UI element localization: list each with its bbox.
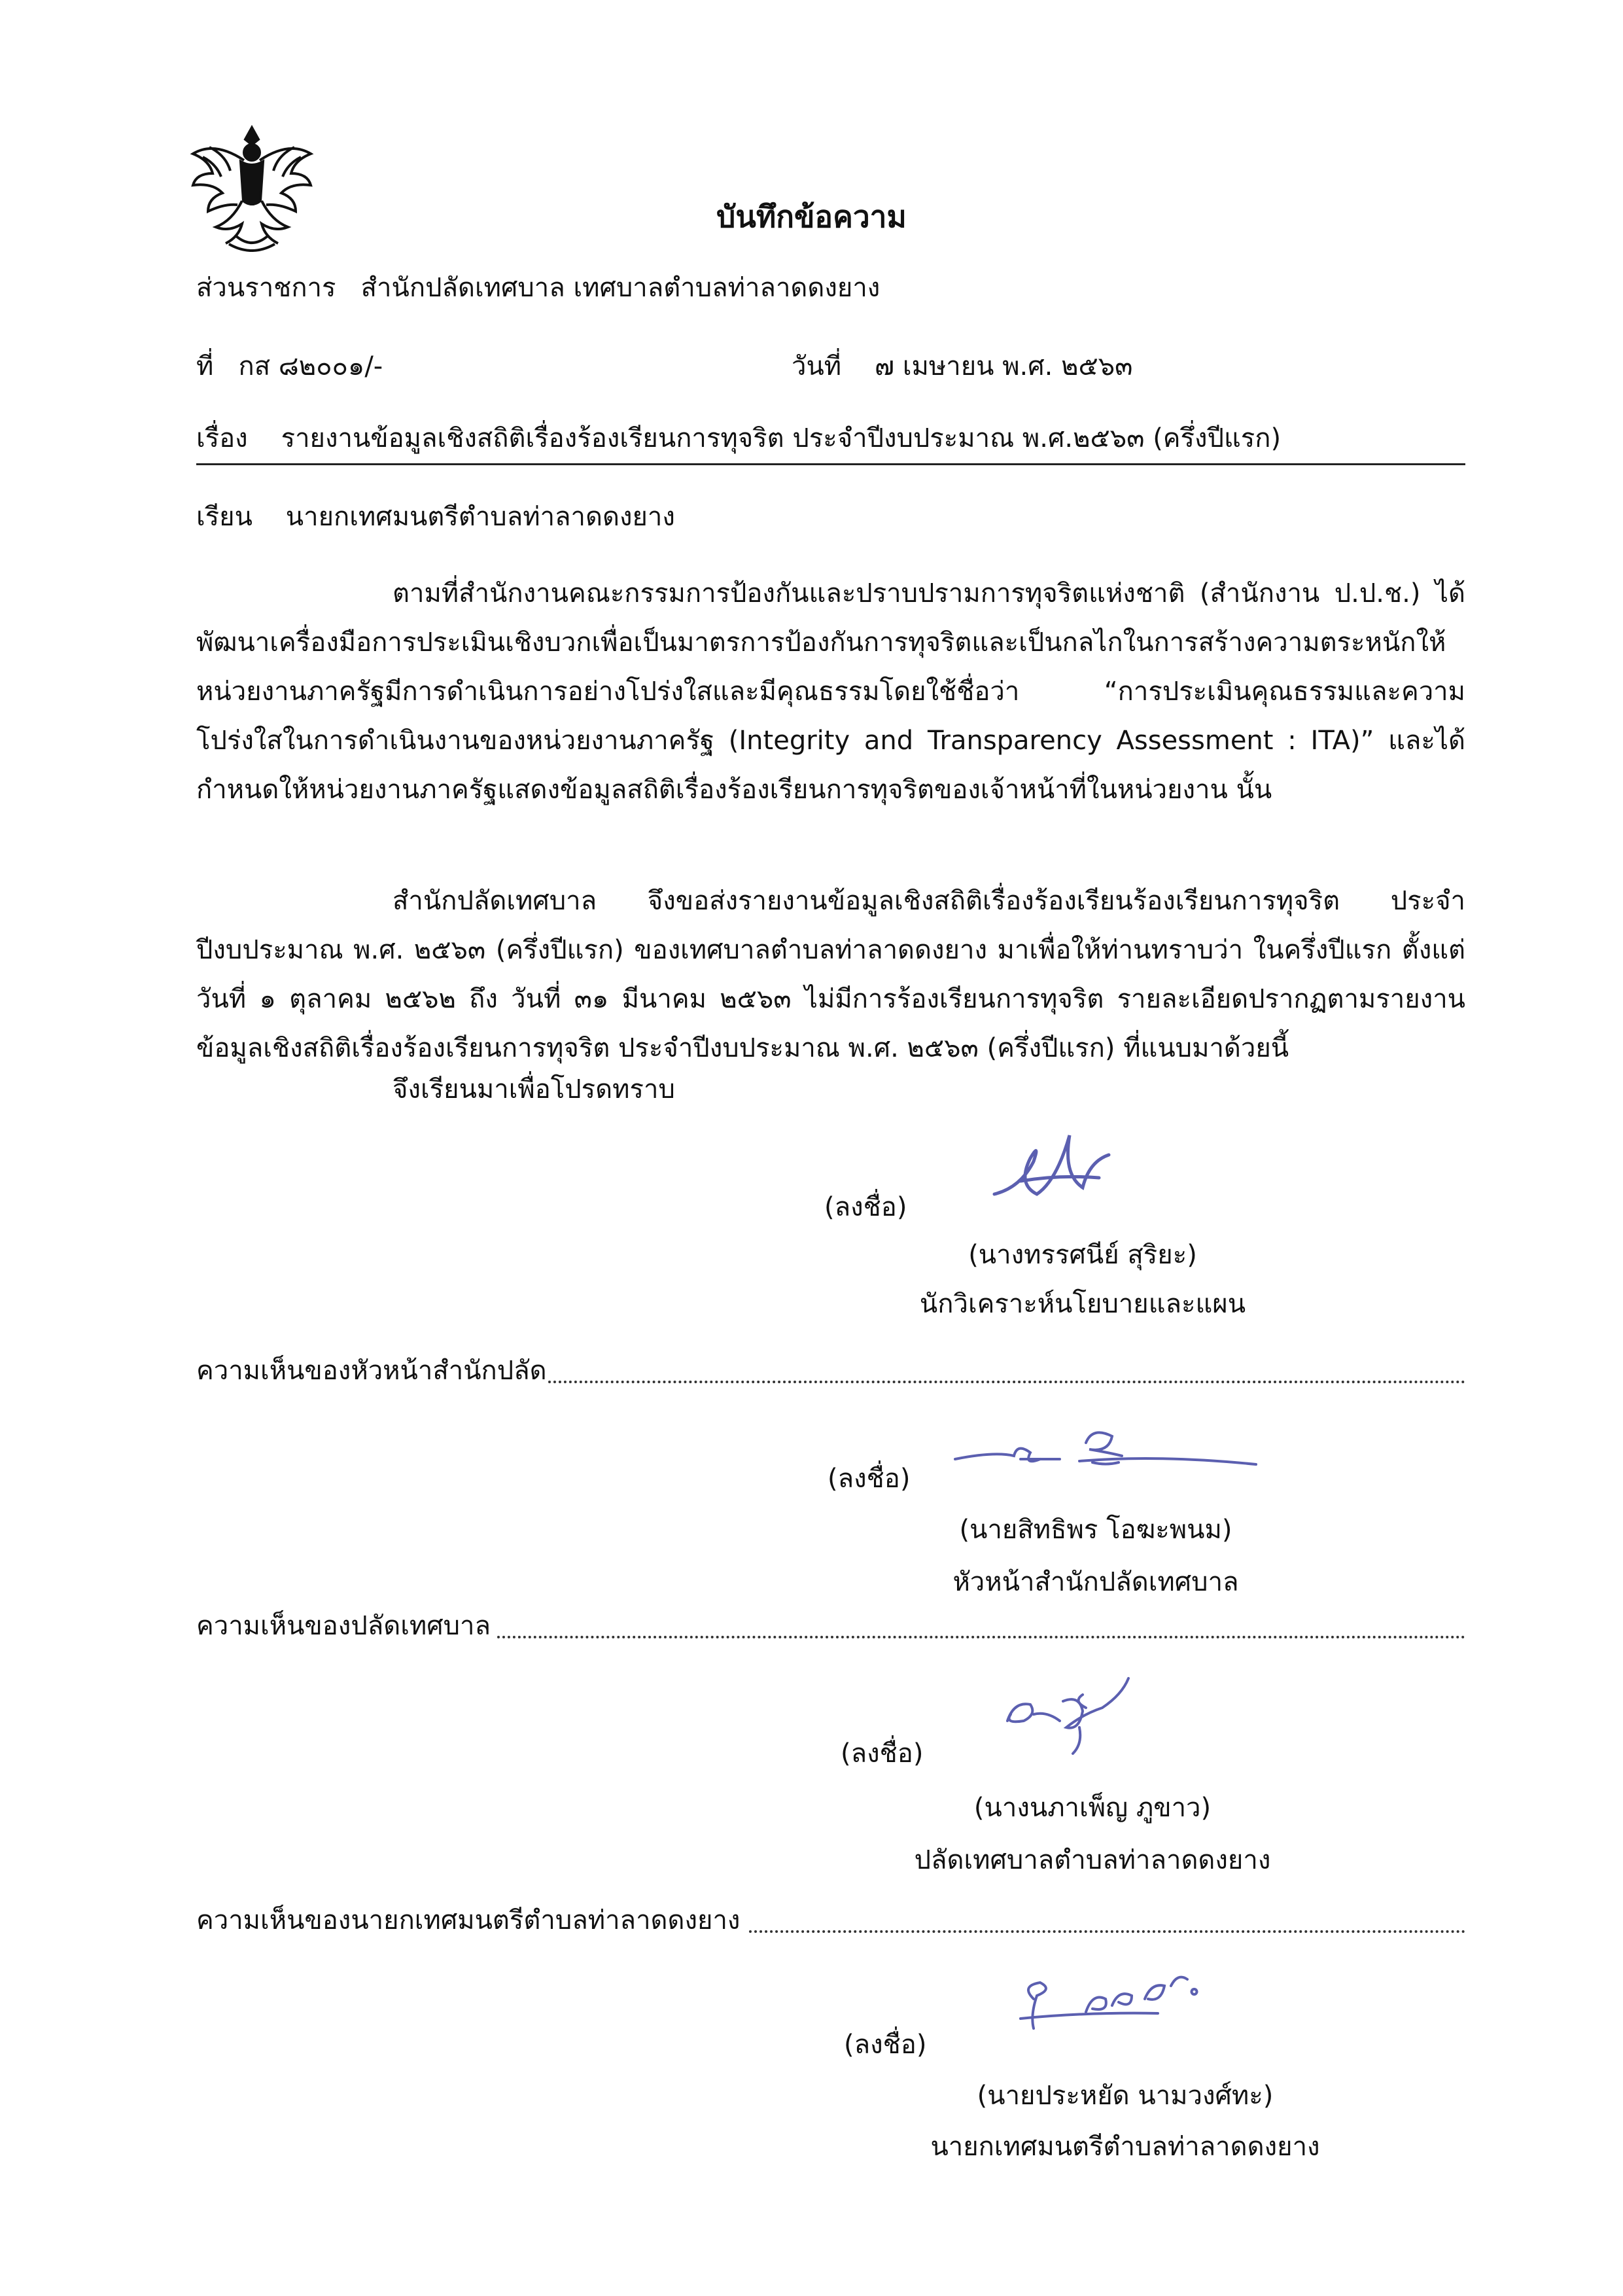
department-line bbox=[196, 268, 880, 308]
sign-label-3: (ลงชื่อ) bbox=[841, 1739, 924, 1769]
body-paragraph-1: ตามที่สำนักงานคณะกรรมการป้องกันและปราบปรามการทุจริตแห่งชาติ (สำนักงาน ป.ป.ช.) ได้พัฒนาเครื่องมือการประเมินเชิงบวกเพื่อเป็นมาตรการป้องกันการทุจริตและเป็นกลไกในการสร้างความตระหนักให้หน่วยงานภาครัฐมีการดำเนินการอย่างโปร่งใสและมีคุณธรรมโดยใช้ชื่อว่า “การประเมินคุณธรรมและความโปร่งใสในการดำเนินงานของหน่วยงานภาครัฐ (Integrity and Transparency Assessment : ITA)” และได้กำหนดให้หน่วยงานภาครัฐแสดงข้อมูลสถิติเรื่องร้องเรียนการทุจริตของเจ้าหน้าที่ในหน่วยงาน นั้น bbox=[196, 578, 1465, 805]
opinion-mayor-dots bbox=[749, 1930, 1465, 1933]
signer-1-position: นักวิเคราะห์นโยบายและแผน bbox=[919, 1289, 1246, 1319]
body-paragraph-2: สำนักปลัดเทศบาล จึงขอส่งรายงานข้อมูลเชิงสถิติเรื่องร้องเรียนร้องเรียนการทุจริต ประจำปีงบประมาณ พ.ศ. ๒๕๖๓ (ครึ่งปีแรก) ของเทศบาลตำบลท่าลาดดงยาง มาเพื่อให้ท่านทราบว่า ในครึ่งปีแรก ตั้งแต่วันที่ ๑ ตุลาคม ๒๕๖๒ ถึง วันที่ ๓๑ มีนาคม ๒๕๖๓ ไม่มีการร้องเรียนการทุจริต รายละเอียดปรากฏตามรายงานข้อมูลเชิงสถิติเรื่องร้องเรียนการทุจริต ประจำปีงบประมาณ พ.ศ. ๒๕๖๓ (ครึ่งปีแรก) ที่แนบมาด้วยนี้ bbox=[196, 886, 1465, 1063]
signer-2-position: หัวหน้าสำนักปลัดเทศบาล bbox=[952, 1567, 1239, 1597]
date-label: วันที่ bbox=[792, 351, 842, 381]
signer-4-position: นายกเทศมนตรีตำบลท่าลาดดงยาง bbox=[930, 2132, 1320, 2162]
salutation-value: นายกเทศมนตรีตำบลท่าลาดดงยาง bbox=[285, 502, 675, 532]
signer-3-name: (นางนภาเพ็ญ ภูขาว) bbox=[973, 1793, 1212, 1823]
signer-4-name: (นายประหยัด นามวงศ์ทะ) bbox=[977, 2081, 1274, 2111]
opinion-clerk-dots bbox=[497, 1636, 1465, 1638]
reference-value: กส ๘๒๐๐๑/- bbox=[238, 351, 383, 381]
reference-label: ที่ bbox=[196, 351, 214, 381]
signature-2-icon bbox=[949, 1423, 1276, 1489]
department-label: ส่วนราชการ bbox=[196, 273, 336, 303]
opinion-mayor-label: ความเห็นของนายกเทศมนตรีตำบลท่าลาดดงยาง bbox=[196, 1905, 741, 1935]
sign-label-2: (ลงชื่อ) bbox=[828, 1464, 911, 1494]
signer-2-name: (นายสิทธิพร โอฆะพนม) bbox=[959, 1515, 1232, 1545]
opinion-head-office-dots bbox=[548, 1381, 1465, 1383]
header-divider bbox=[196, 463, 1465, 465]
salutation-label: เรียน bbox=[196, 502, 253, 532]
subject-value: รายงานข้อมูลเชิงสถิติเรื่องร้องเรียนการทุจริต ประจำปีงบประมาณ พ.ศ.๒๕๖๓ (ครึ่งปีแรก) bbox=[281, 423, 1282, 453]
document-title: บันทึกข้อความ bbox=[716, 199, 907, 234]
signer-1-name: (นางทรรศนีย์ สุริยะ) bbox=[968, 1240, 1197, 1270]
signature-3-icon bbox=[988, 1662, 1164, 1760]
closing-line: จึงเรียนมาเพื่อโปรดทราบ bbox=[393, 1074, 675, 1104]
department-value: สำนักปลัดเทศบาล เทศบาลตำบลท่าลาดดงยาง bbox=[360, 273, 881, 303]
subject-line bbox=[196, 419, 1281, 458]
date-line bbox=[792, 347, 1132, 386]
date-value: ๗ เมษายน พ.ศ. ๒๕๖๓ bbox=[875, 351, 1133, 381]
signature-1-icon bbox=[981, 1119, 1138, 1217]
subject-label: เรื่อง bbox=[196, 423, 248, 453]
sign-label-4: (ลงชื่อ) bbox=[844, 2030, 927, 2060]
opinion-clerk-label: ความเห็นของปลัดเทศบาล bbox=[196, 1611, 491, 1641]
salutation-line bbox=[196, 497, 675, 537]
sign-label-1: (ลงชื่อ) bbox=[824, 1192, 907, 1222]
signature-4-icon bbox=[1007, 1960, 1243, 2051]
opinion-head-office-label: ความเห็นของหัวหน้าสำนักปลัด bbox=[196, 1356, 547, 1386]
reference-line bbox=[196, 347, 383, 386]
signer-3-position: ปลัดเทศบาลตำบลท่าลาดดงยาง bbox=[914, 1845, 1271, 1875]
